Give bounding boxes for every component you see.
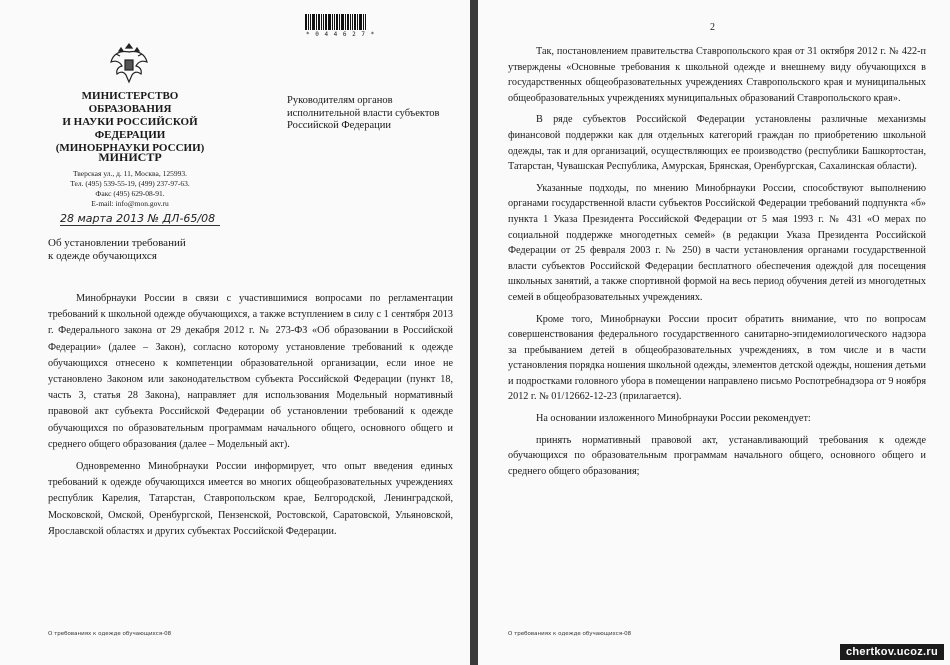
page-footer: О требованиях к одежде обучающихся-08 [48,631,172,637]
recipient-line: Российской Федерации [287,120,391,131]
phone-line: Тел. (495) 539-55-19, (499) 237-97-63. [70,179,190,188]
body-paragraph: В ряде субъектов Российской Федерации установлены различные механизмы финансовой поддержки как для отдельных категорий граждан по приобретению школьной одежды, так и для организаций, осуществляющих ее производство (республики Башкортостан, Татарстан, Чувашская Республика, Амурская, Брянская, Оренбургская, Сахалинская области). [508,114,926,173]
body-paragraph: Так, постановлением правительства Ставропольского края от 31 октября 2012 г. № 422-п утверждены «Основные требования к школьной одежде и внешнему виду обучающихся в государственных общеобразовательных учреждениях Ставропольского края и муниципальных общеобразовательных учреждениях муниципальных образований Ставропольского края». [508,46,926,104]
coat-of-arms-icon [108,40,150,86]
letter-body [508,44,926,485]
email-line: E-mail: info@mon.gov.ru [91,199,169,208]
site-watermark: chertkov.ucoz.ru [840,644,944,660]
recipient-block [287,95,457,133]
barcode-number: * 0 4 4 6 2 7 * [306,31,376,38]
recipient-line: исполнительной власти субъектов [287,107,440,119]
letter-page-1 [0,0,470,665]
address-line: Тверская ул., д. 11, Москва, 125993. [73,169,187,178]
ministry-address [40,169,220,209]
body-paragraph: На основании изложенного Минобрнауки России рекомендует: [536,413,811,425]
fax-line: Факс (495) 629-08-91. [95,189,165,198]
ministry-name: МИНИСТЕРСТВО ОБРАЗОВАНИЯ И НАУКИ РОССИЙСКОЙ ФЕДЕРАЦИИ (МИНОБРНАУКИ РОССИИ) [55,90,205,154]
recipient-line: Руководителям органов [287,95,393,106]
letter-page-2 [478,0,950,665]
letter-subject [48,237,228,263]
subject-line: Об установлении требований [48,237,186,249]
body-paragraph: Указанные подходы, по мнению Минобрнауки России, способствуют выполнению органами государственной власти субъектов Российской Федерации требований подпункта «б» пункта 1 Указа Президента Российской Федерации от 5 мая 1993 г. № 431 «О мерах по социальной поддержке многодетных семей» (в редакции Указа Президента Российской Федерации от 25 февраля 2003 г. № 250) в части установления органами государственной власти субъектов Российской Федерации бесплатного обеспечения одеждой для посещения школьных занятий, а также спортивной формой на весь период обучения детей из многодетных семей в общеобразовательных учреждениях. [508,182,926,303]
page-number: 2 [710,22,715,33]
date-and-number: 28 марта 2013 № ДЛ-65/08 [60,212,220,226]
letter-body [48,291,453,546]
body-paragraph: принять нормативный правовой акт, устанавливающий требования к одежде обучающихся по образовательным программам начального общего, основного общего и среднего общего образования; [508,434,926,477]
body-paragraph: Минобрнауки России в связи с участившимися вопросами по регламентации требований к школьной одежде обучающихся, а также вступлением в силу с 1 сентября 2013 г. Федерального закона от 29 декабря 2012 г. № 273-ФЗ «Об образовании в Российской Федерации» (далее – Закон), согласно которому установление требований к одежде обучающихся отнесено к компетенции образовательной организации, если иное не установлено Законом или законодательством субъекта Российской Федерации (пункт 18, часть 3, статья 28 Закона), направляет для использования Модельный нормативный правовой акт субъекта Российской Федерации об установлении требований к одежде обучающихся по образовательным программам начального общего, основного общего и среднего общего образования (далее – Модельный акт). [48,293,453,450]
minister-title: МИНИСТР [98,150,162,164]
body-paragraph: Одновременно Минобрнауки России информирует, что опыт введения единых требований к одежде обучающихся имеется во многих общеобразовательных учреждениях республик Карелия, Татарстан, Ставропольском крае, Белгородской, Ленинградской, Московской, Омской, Оренбургской, Пензенской, Ростовской, Саратовской, Ульяновской, Ярославской областях и других субъектах Российской Федерации. [48,461,453,537]
page-footer: О требованиях к одежде обучающихся-08 [508,631,632,637]
body-paragraph: Кроме того, Минобрнауки России просит обратить внимание, что по вопросам совершенствования федерального государственного санитарно-эпидемиологического надзора за пребыванием детей в общеобразовательных учреждениях, в том числе и в части установления порядка ношения школьной одежды, элементов детской одежды, ношения детьми и подростками головного убора в помещении направлено письмо Роспотребнадзора от 9 ноября 2012 г. № 01/12662-12-23 (прилагается). [508,313,926,403]
subject-line: к одежде обучающихся [48,250,157,262]
